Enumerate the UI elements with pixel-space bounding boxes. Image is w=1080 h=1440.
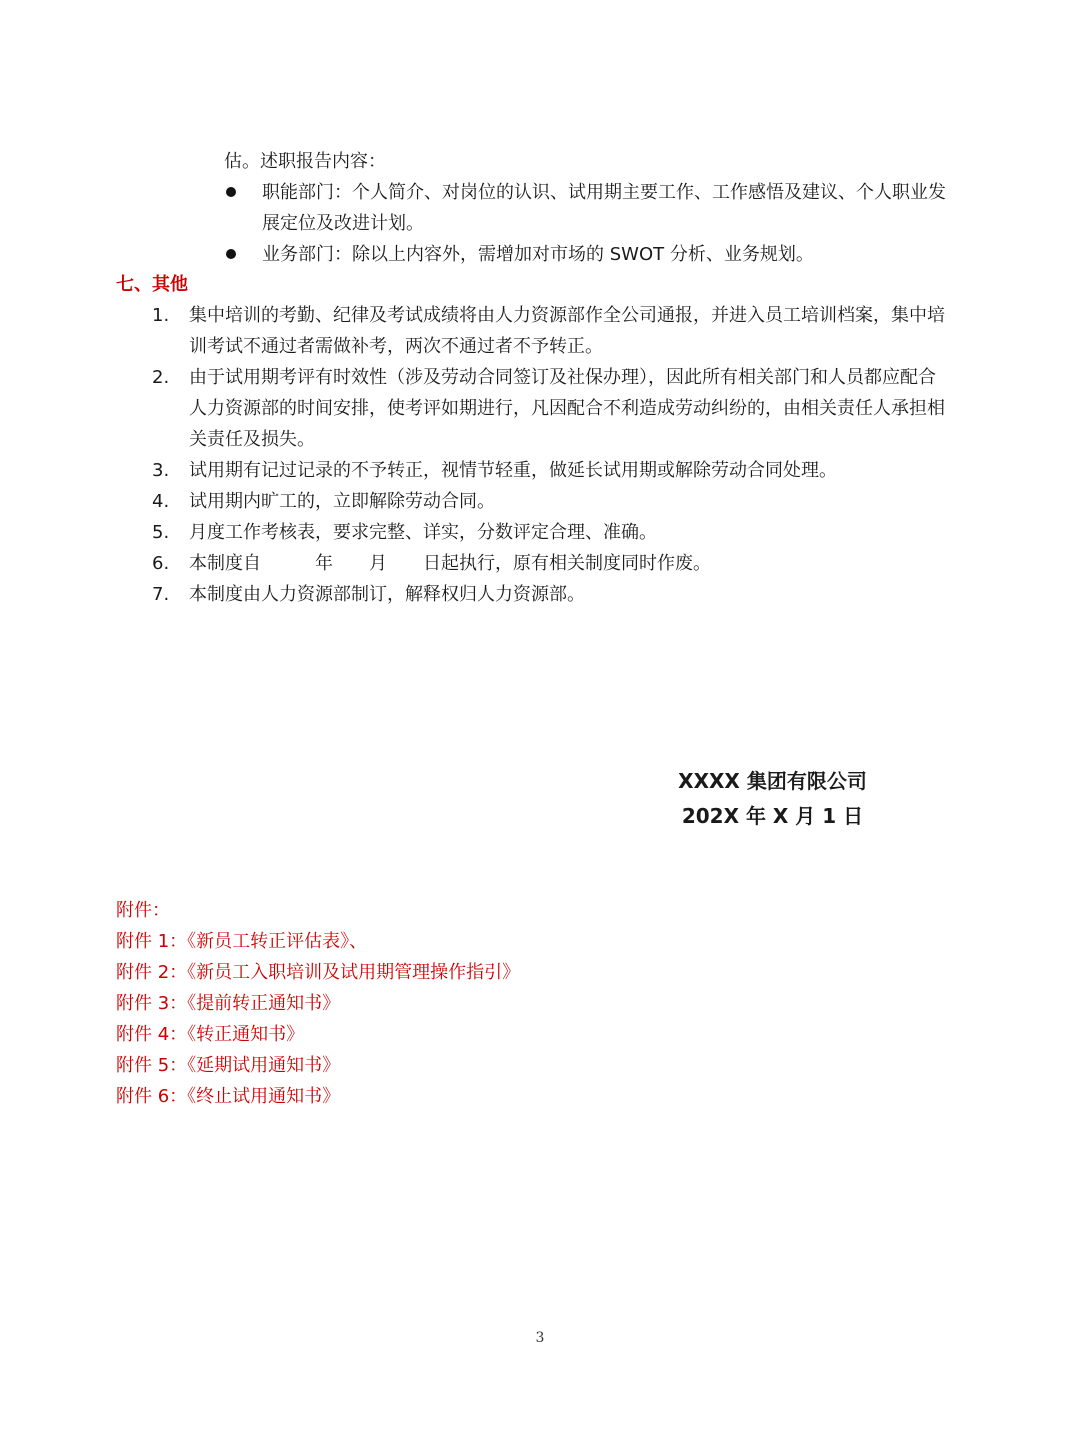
item-4-line-1: 试用期内旷工的，立即解除劳动合同。	[189, 491, 495, 512]
page-number: 3	[535, 1330, 545, 1346]
section-heading: 七、其他	[116, 274, 188, 295]
intro-text: 估。述职报告内容：	[224, 151, 386, 172]
item-1-number: 1.	[152, 305, 170, 326]
item-7-line-1: 本制度由人力资源部制订，解释权归人力资源部。	[189, 584, 585, 605]
item-2-number: 2.	[152, 367, 170, 388]
item-2-line-3: 关责任及损失。	[189, 429, 315, 450]
attachment-item: 附件 2：《新员工入职培训及试用期管理操作指引》	[116, 962, 521, 983]
item-5-number: 5.	[152, 522, 170, 543]
bullet-dot	[226, 249, 236, 259]
item-2-line-2: 人力资源部的时间安排，使考评如期进行，凡因配合不利造成劳动纠纷的，由相关责任人承担相	[189, 398, 945, 419]
attachment-item: 附件 6：《终止试用通知书》	[116, 1086, 341, 1107]
bullet-2-line-1: 业务部门：除以上内容外，需增加对市场的 SWOT 分析、业务规划。	[262, 244, 814, 265]
item-5-line-1: 月度工作考核表，要求完整、详实，分数评定合理、准确。	[189, 522, 657, 543]
bullet-1-line-1: 职能部门：个人简介、对岗位的认识、试用期主要工作、工作感悟及建议、个人职业发	[262, 182, 946, 203]
item-1-line-1: 集中培训的考勤、纪律及考试成绩将由人力资源部作全公司通报，并进入员工培训档案，集中培	[189, 305, 945, 326]
attachment-item: 附件 5：《延期试用通知书》	[116, 1055, 341, 1076]
attachment-item: 附件 1：《新员工转正评估表》、	[116, 931, 368, 952]
bullet-1-line-2: 展定位及改进计划。	[262, 213, 424, 234]
signature-date: 202X 年 X 月 1 日	[681, 804, 864, 828]
item-2-line-1: 由于试用期考评有时效性（涉及劳动合同签订及社保办理），因此所有相关部门和人员都应配合	[189, 367, 936, 388]
item-4-number: 4.	[152, 491, 170, 512]
item-3-line-1: 试用期有记过记录的不予转正，视情节轻重，做延长试用期或解除劳动合同处理。	[189, 460, 837, 481]
item-3-number: 3.	[152, 460, 170, 481]
item-1-line-2: 训考试不通过者需做补考，两次不通过者不予转正。	[189, 336, 603, 357]
bullet-dot	[226, 187, 236, 197]
attachments-label: 附件：	[116, 900, 170, 921]
signature-company: XXXX 集团有限公司	[678, 769, 867, 793]
item-6-number: 6.	[152, 553, 170, 574]
attachment-item: 附件 4：《转正通知书》	[116, 1024, 305, 1045]
item-7-number: 7.	[152, 584, 170, 605]
attachment-item: 附件 3：《提前转正通知书》	[116, 993, 341, 1014]
item-6-line-1: 本制度自 年 月 日起执行，原有相关制度同时作废。	[189, 553, 711, 574]
